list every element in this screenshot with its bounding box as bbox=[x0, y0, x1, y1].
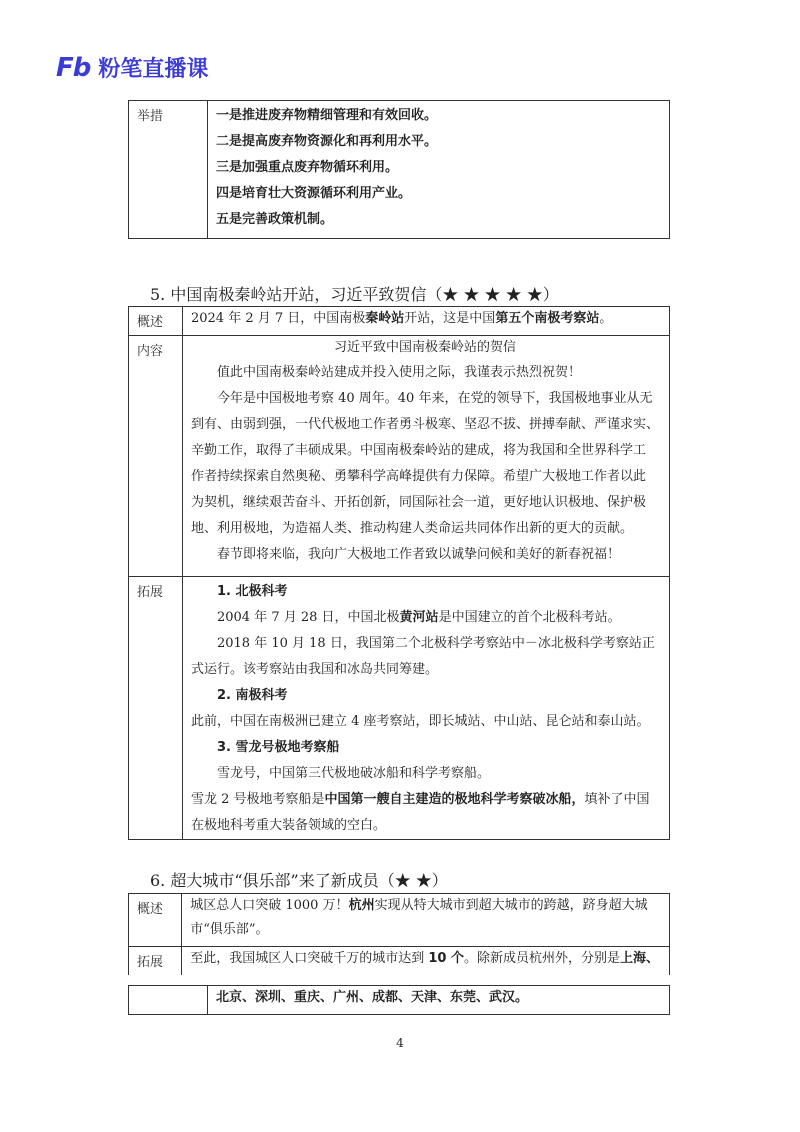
measures-content bbox=[208, 101, 670, 239]
section-6-title: 6. 超大城市“俱乐部”来了新成员（★ ★） bbox=[150, 871, 448, 890]
letter-content bbox=[182, 336, 669, 577]
brand-logo bbox=[56, 52, 208, 83]
continuation-table bbox=[128, 985, 670, 1015]
overview-label: 概述 bbox=[129, 307, 183, 336]
letter-line: 地、利用极地，为造福人类、推动构建人类命运共同体作出新的更大的贡献。 bbox=[190, 521, 633, 536]
extension-text: 至此，我国城区人口突破千万的城市达到 bbox=[190, 951, 429, 966]
extension-heading: 3. 雪龙号极地考察船 bbox=[216, 740, 340, 755]
city-list: 北京、深圳、重庆、广州、成都、天津、东莞、武汉。 bbox=[216, 990, 529, 1005]
measures-table bbox=[128, 100, 670, 239]
extension-text: 是中国建立的首个北极科考站。 bbox=[438, 610, 621, 625]
measure-item: 一是推进废弃物精细管理和有效回收。 bbox=[216, 108, 438, 123]
continuation-label bbox=[129, 986, 208, 1015]
overview-text: 实现从特大城市到超大城市的跨越，跻身超大城 bbox=[374, 898, 648, 913]
extension-bold: 中国第一艘自主建造的极地科学考察破冰船， bbox=[324, 792, 585, 807]
extension-line bbox=[191, 605, 659, 631]
overview-bold: 第五个南极考察站 bbox=[495, 311, 600, 326]
letter-paragraph: 值此中国南极秦岭站建成并投入使用之际，我谨表示热烈祝贺！ bbox=[216, 365, 581, 380]
extension-line: 雪龙号，中国第三代极地破冰船和科学考察船。 bbox=[216, 766, 490, 781]
extension-text: 雪龙 2 号极地考察船是 bbox=[190, 792, 325, 807]
section-6-table bbox=[128, 893, 670, 975]
overview-text: 2024 年 2 月 7 日，中国南极 bbox=[190, 311, 366, 326]
section-5-title: 5. 中国南极秦岭站开站，习近平致贺信（★ ★ ★ ★ ★） bbox=[150, 285, 559, 304]
letter-title: 习近平致中国南极秦岭站的贺信 bbox=[333, 340, 516, 355]
extension-heading: 1. 北极科考 bbox=[216, 584, 288, 599]
overview-text: 。 bbox=[599, 311, 613, 326]
extension-text: 2004 年 7 月 28 日，中国北极 bbox=[216, 610, 400, 625]
extension-line: 式运行。该考察站由我国和冰岛共同筹建。 bbox=[190, 662, 438, 677]
letter-paragraph: 春节即将来临，我向广大极地工作者致以诚挚问候和美好的新春祝福！ bbox=[216, 547, 620, 562]
letter-line: 辛勤工作，取得了丰硕成果。中国南极秦岭站的建成，将为我国和全世界科学工 bbox=[190, 443, 646, 458]
extension-content bbox=[182, 947, 670, 976]
extension-line: 此前，中国在南极洲已建立 4 座考察站，即长城站、中山站、昆仑站和泰山站。 bbox=[190, 714, 650, 729]
extension-bold: 黄河站 bbox=[399, 610, 439, 625]
overview-content bbox=[182, 894, 670, 947]
letter-line: 为契机，继续艰苦奋斗、开拓创新，同国际社会一道，更好地认识极地、保护极 bbox=[190, 495, 646, 510]
overview-line: 市“俱乐部”。 bbox=[190, 922, 269, 937]
extension-content bbox=[182, 577, 669, 840]
overview-content bbox=[182, 307, 669, 336]
measure-item: 四是培育壮大资源循环利用产业。 bbox=[216, 186, 412, 201]
extension-bold: 10 个 bbox=[428, 951, 464, 966]
overview-bold: 秦岭站 bbox=[365, 311, 405, 326]
brand-name: 粉笔直播课 bbox=[98, 57, 209, 82]
letter-line: 作者持续探索自然奥秘、勇攀科学高峰提供有力保障。希望广大极地工作者以此 bbox=[190, 469, 646, 484]
content-label: 内容 bbox=[129, 336, 183, 577]
extension-heading: 2. 南极科考 bbox=[216, 688, 288, 703]
continuation-content bbox=[208, 986, 670, 1015]
extension-text: 。除新成员杭州外，分别是 bbox=[463, 951, 620, 966]
measures-label: 举措 bbox=[129, 101, 208, 239]
measure-item: 五是完善政策机制。 bbox=[216, 212, 334, 227]
section-5-table bbox=[128, 306, 670, 840]
extension-line: 在极地科考重大装备领域的空白。 bbox=[190, 818, 386, 833]
page-number: 4 bbox=[396, 1036, 404, 1050]
extension-bold: 上海、 bbox=[619, 951, 659, 966]
extension-line: 2018 年 10 月 18 日，我国第二个北极科学考察站中－冰北极科学考察站正 bbox=[216, 636, 655, 651]
overview-text: 开站，这是中国 bbox=[404, 311, 496, 326]
letter-line: 今年是中国极地考察 40 周年。40 年来，在党的领导下，我国极地事业从无 bbox=[216, 391, 653, 406]
overview-bold: 杭州 bbox=[348, 898, 375, 913]
overview-text: 城区总人口突破 1000 万！ bbox=[190, 898, 349, 913]
extension-label: 拓展 bbox=[129, 577, 183, 840]
letter-line: 到有、由弱到强，一代代极地工作者勇斗极寒、坚忍不拔、拼搏奉献、严谨求实、 bbox=[190, 417, 659, 432]
brand-mark: Fb bbox=[56, 52, 91, 83]
extension-text: 填补了中国 bbox=[584, 792, 650, 807]
extension-line bbox=[191, 787, 659, 813]
extension-label: 拓展 bbox=[129, 947, 182, 976]
overview-label: 概述 bbox=[129, 894, 182, 947]
measure-item: 三是加强重点废弃物循环利用。 bbox=[216, 160, 399, 175]
measure-item: 二是提高废弃物资源化和再利用水平。 bbox=[216, 134, 438, 149]
